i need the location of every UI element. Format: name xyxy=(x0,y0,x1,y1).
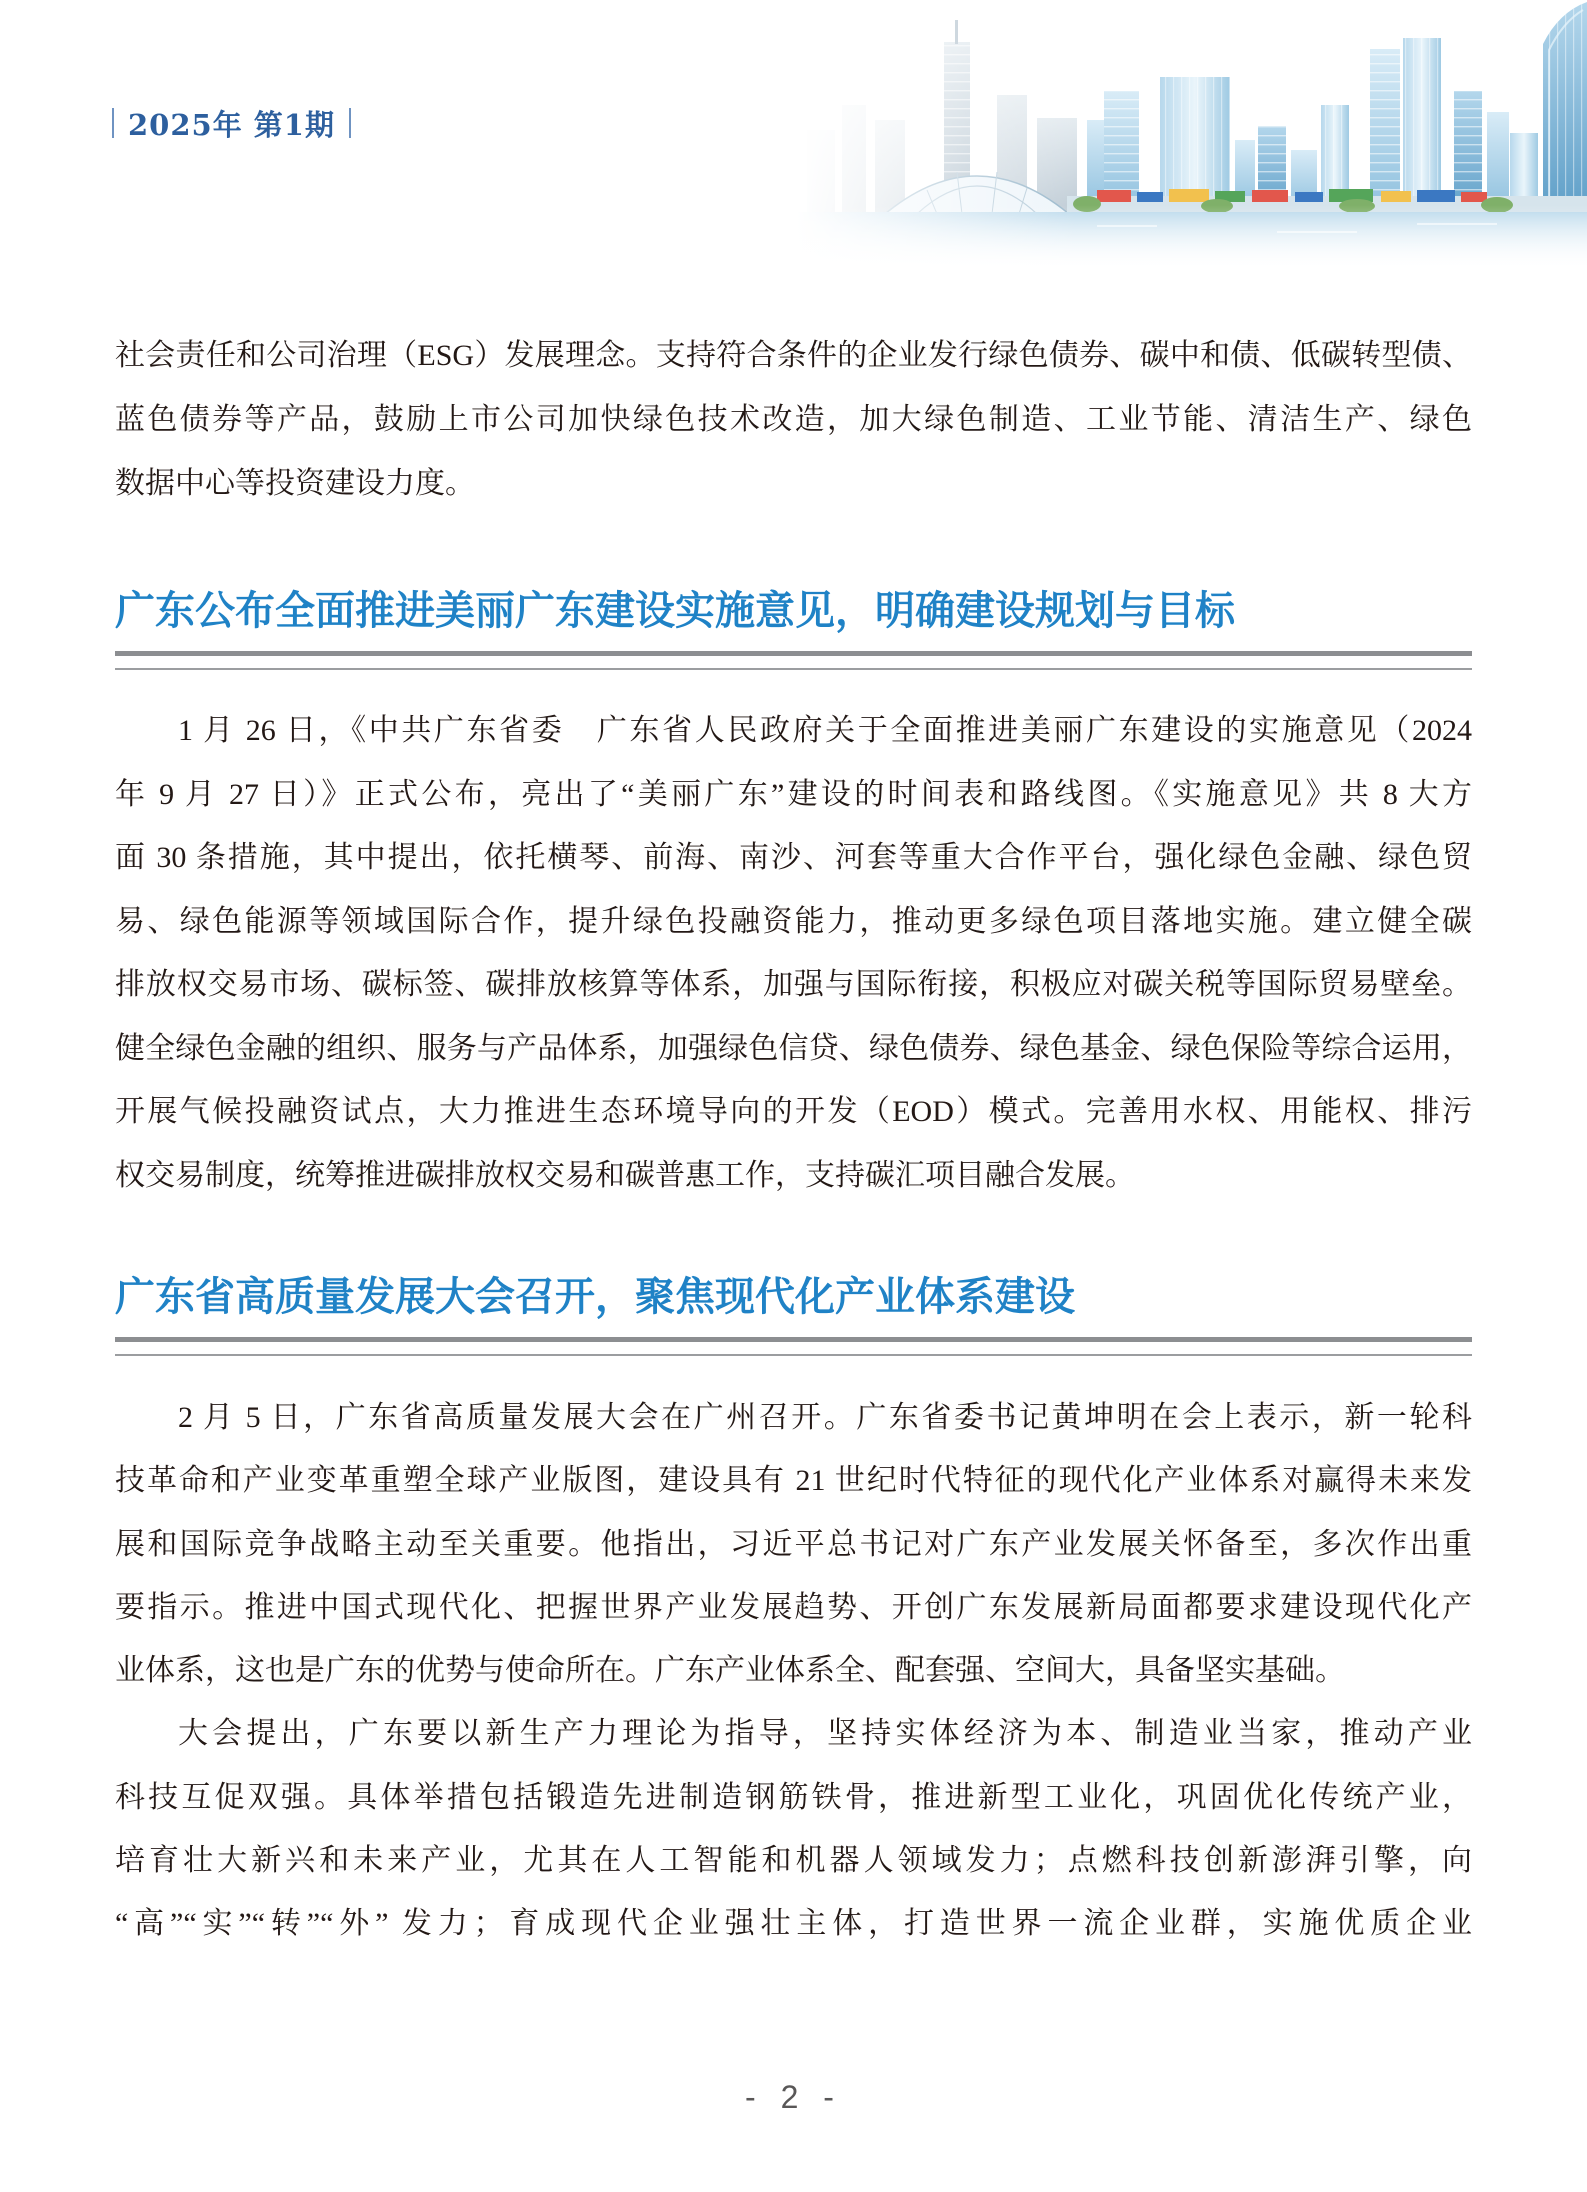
paragraph-line: 易、绿色能源等领域国际合作，提升绿色投融资能力，推动更多绿色项目落地实施。建立健全碳 xyxy=(115,904,1472,938)
paragraph-line: 展和国际竞争战略主动至关重要。他指出，习近平总书记对广东产业发展关怀备至，多次作出重 xyxy=(115,1527,1472,1561)
paragraph-line: 健全绿色金融的组织、服务与产品体系，加强绿色信贷、绿色债券、绿色基金、绿色保险等综合运用， xyxy=(115,1031,1472,1065)
issue-bar-right xyxy=(349,108,351,138)
paragraph-line: 权交易制度，统筹推进碳排放权交易和碳普惠工作，支持碳汇项目融合发展。 xyxy=(115,1158,1135,1192)
page-number: - 2 - xyxy=(745,2079,842,2115)
paragraph xyxy=(115,699,1472,1207)
paragraph-line: 大会提出，广东要以新生产力理论为指导，坚持实体经济为本、制造业当家，推动产业 xyxy=(178,1717,1472,1751)
divider-thick-line xyxy=(115,1337,1472,1342)
divider-thin-line xyxy=(115,668,1472,670)
paragraph-line: 培育壮大新兴和未来产业，尤其在人工智能和机器人领域发力；点燃科技创新澎湃引擎，向 xyxy=(115,1844,1472,1878)
city-skyline-image xyxy=(797,0,1587,270)
paragraph-line: 数据中心等投资建设力度。 xyxy=(115,467,475,500)
section-heading: 广东省高质量发展大会召开，聚焦现代化产业体系建设 xyxy=(115,1275,1075,1319)
issue-label xyxy=(112,103,351,143)
section-body xyxy=(115,1386,1472,1956)
heading-divider xyxy=(115,1337,1472,1356)
paragraph-line: “高”“实”“转”“外” 发力；育成现代企业强壮主体，打造世界一流企业群，实施优质企业 xyxy=(115,1907,1472,1941)
divider-thick-line xyxy=(115,651,1472,656)
paragraph-line: 年 9 月 27 日）》正式公布，亮出了“美丽广东”建设的时间表和路线图。《实施意见》共 8 大方 xyxy=(115,777,1472,811)
paragraph-line: 1 月 26 日，《中共广东省委 广东省人民政府关于全面推进美丽广东建设的实施意见（2024 xyxy=(178,714,1472,747)
paragraph-line: 技革命和产业变革重塑全球产业版图，建设具有 21 世纪时代特征的现代化产业体系对赢得未来发 xyxy=(115,1464,1472,1498)
issue-text: 2025年 第1期 xyxy=(128,107,335,142)
paragraph xyxy=(115,1702,1472,1955)
paragraph-line: 2 月 5 日，广东省高质量发展大会在广州召开。广东省委书记黄坤明在会上表示，新一轮科 xyxy=(178,1401,1472,1434)
heading-divider xyxy=(115,651,1472,670)
paragraph-line: 科技互促双强。具体举措包括锻造先进制造钢筋铁骨，推进新型工业化，巩固优化传统产业， xyxy=(115,1780,1472,1814)
paragraph-line: 要指示。推进中国式现代化、把握世界产业发展趋势、开创广东发展新局面都要求建设现代化产 xyxy=(115,1590,1472,1624)
paragraph-line: 社会责任和公司治理（ESG）发展理念。支持符合条件的企业发行绿色债券、碳中和债、低碳转型债、 xyxy=(115,339,1472,372)
paragraph-line: 开展气候投融资试点，大力推进生态环境导向的开发（EOD）模式。完善用水权、用能权、排污 xyxy=(115,1095,1472,1128)
section-heading: 广东公布全面推进美丽广东建设实施意见，明确建设规划与目标 xyxy=(115,589,1235,633)
paragraph-line: 面 30 条措施，其中提出，依托横琴、前海、南沙、河套等重大合作平台，强化绿色金融、绿色贸 xyxy=(115,841,1472,874)
paragraph-line: 蓝色债券等产品，鼓励上市公司加快绿色技术改造，加大绿色制造、工业节能、清洁生产、绿色 xyxy=(115,403,1472,436)
paragraph-line: 业体系，这也是广东的优势与使命所在。广东产业体系全、配套强、空间大，具备坚实基础。 xyxy=(115,1654,1345,1688)
paragraph-line: 排放权交易市场、碳标签、碳排放核算等体系，加强与国际衔接，积极应对碳关税等国际贸易壁垒。 xyxy=(115,968,1472,1001)
paragraph xyxy=(115,324,1472,516)
paragraph xyxy=(115,1386,1472,1702)
issue-bar-left xyxy=(112,108,114,138)
divider-thin-line xyxy=(115,1354,1472,1356)
